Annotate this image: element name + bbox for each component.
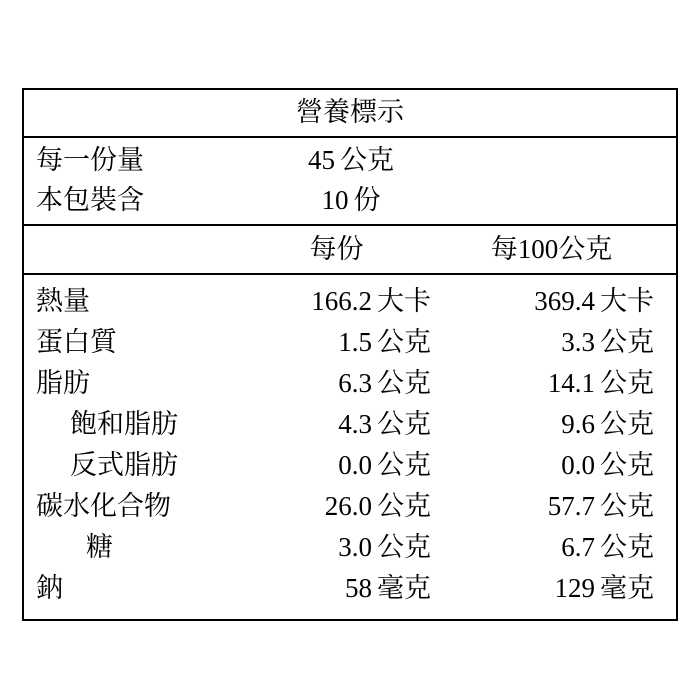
nutrient-per-100g [439,527,664,568]
nutrient-per-serving-unit: 公克 [377,409,431,439]
nutrient-per-100g-unit: 公克 [600,409,654,439]
servings-per-pack-unit: 份 [353,185,381,215]
nutrient-per-100g-unit: 公克 [600,491,654,521]
nutrient-per-100g-unit: 毫克 [600,573,654,603]
nutrient-per-serving-unit: 大卡 [377,286,431,316]
nutrient-per-100g [439,404,664,445]
table-row [24,322,676,363]
nutrient-name: 熱量 [36,286,90,316]
column-header-per-100g: 每100公克 [490,234,613,264]
table-row [24,568,676,609]
serving-size-unit: 公克 [340,145,394,175]
nutrient-per-serving-unit: 公克 [377,532,431,562]
nutrient-per-100g [439,281,664,322]
nutrient-per-100g-unit: 公克 [600,368,654,398]
nutrient-per-serving [234,322,439,363]
nutrient-per-serving-unit: 公克 [377,450,431,480]
nutrient-name: 飽和脂肪 [70,409,178,439]
nutrient-per-100g [439,486,664,527]
nutrient-per-serving-unit: 公克 [377,491,431,521]
serving-size-number: 45 [308,145,335,175]
nutrient-name: 反式脂肪 [70,450,178,480]
nutrient-per-100g-value: 369.4 [534,286,595,316]
nutrient-per-100g [439,445,664,486]
table-row [24,281,676,322]
nutrient-rows [24,275,676,619]
nutrient-per-serving [234,281,439,322]
nutrient-per-100g-value: 6.7 [561,532,595,562]
column-header-blank [24,229,234,269]
nutrient-per-serving-value: 1.5 [338,327,372,357]
nutrient-per-100g-unit: 大卡 [600,286,654,316]
nutrient-per-serving-value: 4.3 [338,409,372,439]
nutrient-per-serving-unit: 毫克 [377,573,431,603]
nutrient-per-100g-value: 129 [554,573,595,603]
table-row [24,404,676,445]
serving-size-label: 每一份量 [36,145,144,175]
nutrient-per-100g-unit: 公克 [600,450,654,480]
nutrient-per-100g-unit: 公克 [600,532,654,562]
nutrient-per-serving-value: 166.2 [311,286,372,316]
column-header-row [24,226,676,275]
column-header-per-serving: 每份 [309,234,364,264]
nutrient-name: 脂肪 [36,368,90,398]
nutrient-per-serving-unit: 公克 [377,327,431,357]
nutrient-per-serving-value: 58 [345,573,372,603]
nutrient-per-serving [234,568,439,609]
nutrient-per-serving-value: 3.0 [338,532,372,562]
nutrient-per-serving-value: 26.0 [324,491,372,521]
nutrient-per-100g-value: 14.1 [547,368,595,398]
nutrient-per-100g [439,322,664,363]
servings-per-pack-value [256,180,446,220]
nutrient-name: 蛋白質 [36,327,117,357]
nutrient-per-serving [234,404,439,445]
serving-size-value [256,140,446,180]
nutrient-name: 碳水化合物 [36,491,171,521]
nutrition-facts-table [22,88,678,621]
nutrient-per-serving-unit: 公克 [377,368,431,398]
label-title: 營養標示 [24,90,676,138]
nutrient-per-serving [234,486,439,527]
serving-size-row [24,140,676,180]
table-row [24,527,676,568]
nutrient-per-100g-value: 9.6 [561,409,595,439]
nutrient-per-100g-value: 3.3 [561,327,595,357]
nutrient-name: 糖 [86,532,113,562]
nutrient-per-serving-value: 0.0 [338,450,372,480]
nutrient-per-serving [234,363,439,404]
servings-per-pack-row [24,180,676,220]
nutrient-per-100g-unit: 公克 [600,327,654,357]
servings-per-pack-label: 本包裝含 [36,185,144,215]
servings-per-pack-number: 10 [321,185,349,215]
nutrient-per-100g [439,568,664,609]
nutrient-per-100g-value: 57.7 [547,491,595,521]
nutrient-per-100g [439,363,664,404]
nutrient-per-serving [234,527,439,568]
table-row [24,486,676,527]
nutrient-per-100g-value: 0.0 [561,450,595,480]
nutrient-per-serving [234,445,439,486]
serving-info-block [24,138,676,226]
nutrient-per-serving-value: 6.3 [338,368,372,398]
table-row [24,445,676,486]
nutrient-name: 鈉 [36,573,63,603]
table-row [24,363,676,404]
